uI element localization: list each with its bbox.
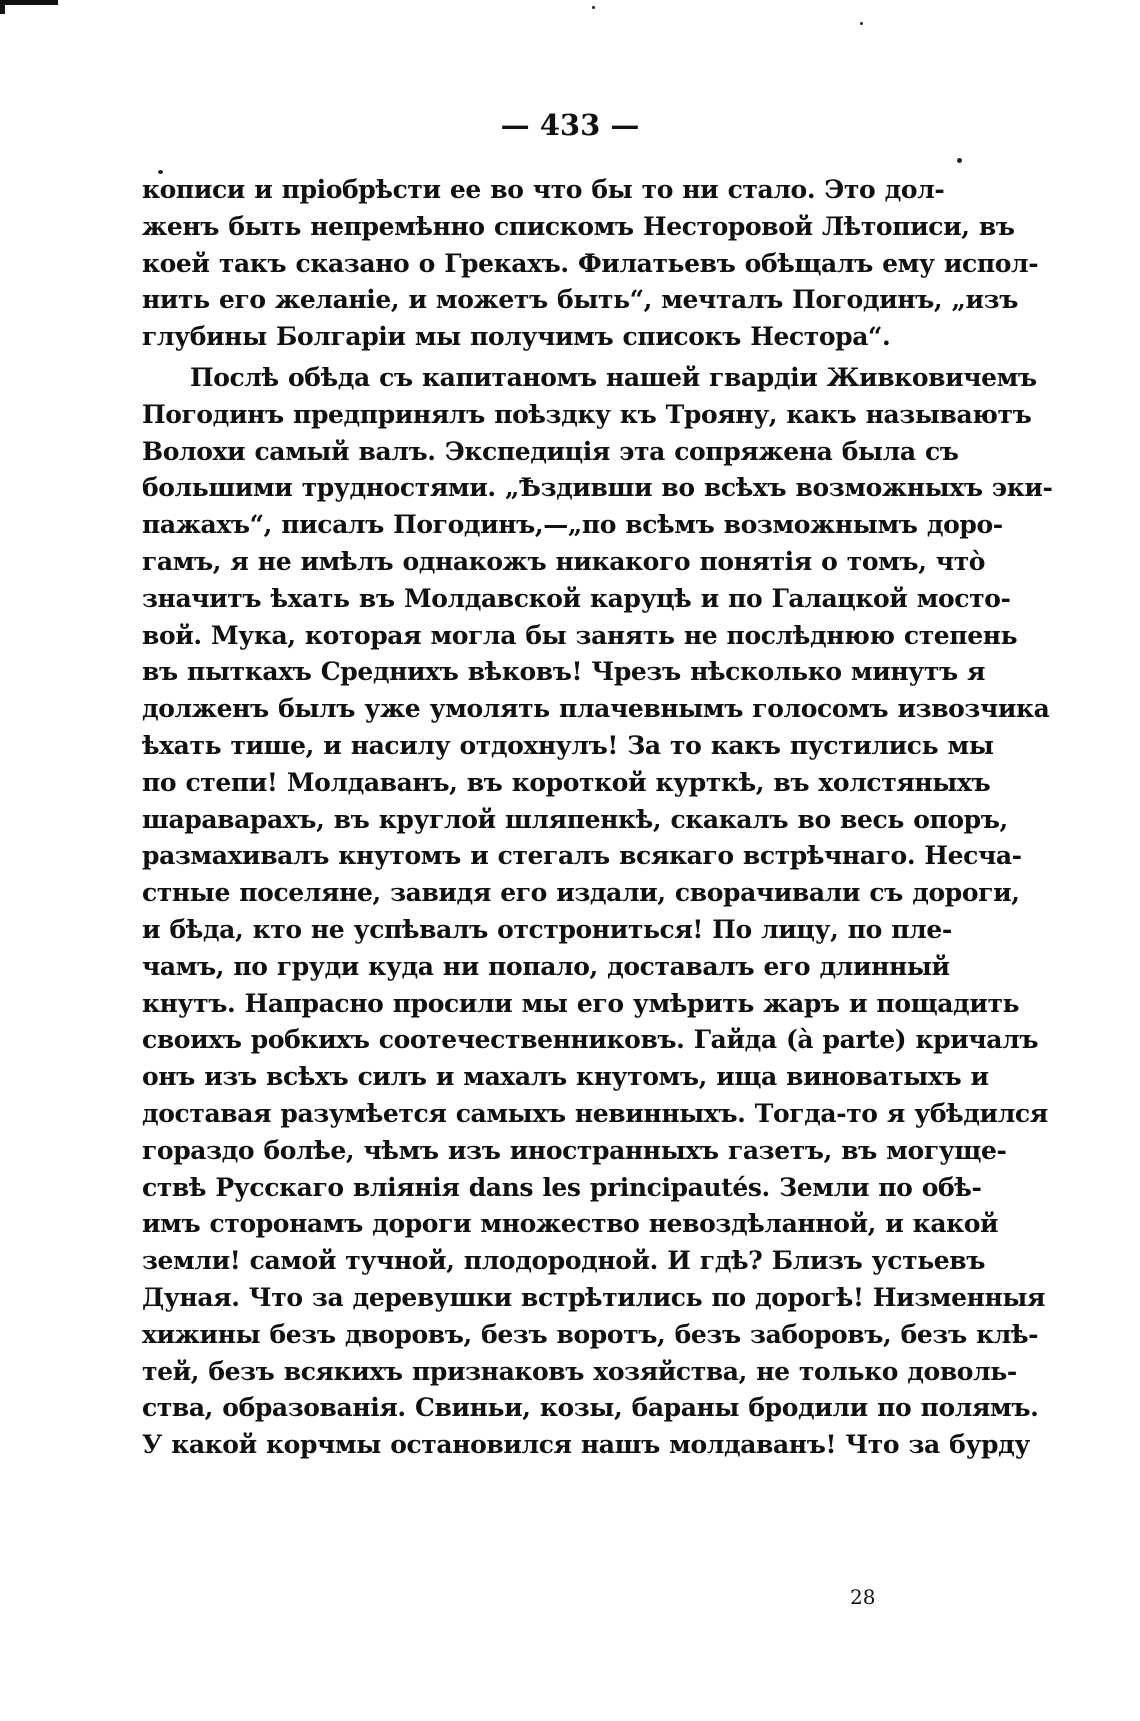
scan-corner-mark bbox=[0, 0, 58, 14]
text-line: пажахъ“, писалъ Погодинъ,—„по всѣмъ возможнымъ доро- bbox=[142, 510, 1003, 540]
text-line: размахивалъ кнутомъ и стегалъ всякаго встрѣчнаго. Несча- bbox=[142, 841, 1022, 871]
text-line: большими трудностями. „Ѣздивши во всѣхъ возможныхъ эки- bbox=[142, 473, 1053, 503]
text-line: по степи! Молдаванъ, въ короткой курткѣ, въ холстяныхъ bbox=[142, 767, 991, 797]
scan-speck bbox=[860, 22, 863, 25]
scan-speck bbox=[592, 6, 595, 9]
paragraph-1 bbox=[142, 172, 1039, 356]
text-line: своихъ робкихъ соотечественниковъ. Гайда (à parte) кричалъ bbox=[142, 1025, 1039, 1055]
text-line: ства, образованія. Свиньи, козы, бараны бродили по полямъ. bbox=[142, 1393, 1039, 1423]
text-line: доставая разумѣется самыхъ невинныхъ. Тогда-то я убѣдился bbox=[142, 1098, 1048, 1128]
text-line: шараварахъ, въ круглой шляпенкѣ, скакалъ во весь опоръ, bbox=[142, 804, 1008, 834]
text-line: У какой корчмы остановился нашъ молдаванъ! Что за бурду bbox=[142, 1430, 1030, 1460]
text-line: тей, безъ всякихъ признаковъ хозяйства, не только доволь- bbox=[142, 1356, 1017, 1386]
text-line: онъ изъ всѣхъ силъ и махалъ кнутомъ, ища виноватыхъ и bbox=[142, 1062, 989, 1092]
text-line: и бѣда, кто не успѣвалъ отстрониться! По лицу, по пле- bbox=[142, 914, 952, 944]
text-line: кнутъ. Напрасно просили мы его умѣрить жаръ и пощадить bbox=[142, 988, 1020, 1018]
text-line: Волохи самый валъ. Экспедиція эта сопряжена была съ bbox=[142, 436, 959, 466]
text-line: коей такъ сказано о Грекахъ. Филатьевъ обѣщалъ ему испол- bbox=[142, 248, 1039, 278]
text-line: Послѣ обѣда съ капитаномъ нашей гвардіи Живковичемъ bbox=[190, 362, 1037, 392]
text-line: нить его желаніе, и можетъ быть“, мечталъ Погодинъ, „изъ bbox=[142, 285, 1018, 315]
text-line: значитъ ѣхать въ Молдавской каруцѣ и по Галацкой мосто- bbox=[142, 583, 1011, 613]
text-line: хижины безъ дворовъ, безъ воротъ, безъ заборовъ, безъ клѣ- bbox=[142, 1319, 1039, 1349]
text-line: имъ сторонамъ дороги множество невоздѣланной, и какой bbox=[142, 1209, 999, 1239]
paragraph-2 bbox=[142, 360, 1053, 1464]
text-line: земли! самой тучной, плодородной. И гдѣ? Близъ устьевъ bbox=[142, 1246, 986, 1276]
text-line: вой. Мука, которая могла бы занять не послѣднюю степень bbox=[142, 620, 1018, 650]
text-line: гораздо болѣе, чѣмъ изъ иностранныхъ газетъ, въ могуще- bbox=[142, 1135, 1007, 1165]
text-line: стные поселяне, завидя его издали, сворачивали съ дороги, bbox=[142, 878, 1020, 908]
text-line: глубины Болгаріи мы получимъ списокъ Нестора“. bbox=[142, 322, 891, 352]
text-line: Погодинъ предпринялъ поѣздку къ Трояну, какъ называютъ bbox=[142, 399, 1032, 429]
text-line: въ пыткахъ Среднихъ вѣковъ! Чрезъ нѣсколько минутъ я bbox=[142, 657, 986, 687]
page-number: — 433 — bbox=[500, 108, 640, 142]
text-line: ствѣ Русскаго вліянія dans les principautés. Земли по обѣ- bbox=[142, 1172, 982, 1202]
text-line: долженъ былъ уже умолять плачевнымъ голосомъ извозчика bbox=[142, 694, 1050, 724]
text-line: женъ быть непремѣнно спискомъ Несторовой Лѣтописи, въ bbox=[142, 211, 1015, 241]
signature-mark: 28 bbox=[850, 1585, 876, 1609]
text-line: ѣхать тише, и насилу отдохнулъ! За то какъ пустились мы bbox=[142, 730, 994, 760]
text-line: кописи и пріобрѣсти ее во что бы то ни стало. Это дол- bbox=[142, 175, 945, 204]
text-line: гамъ, я не имѣлъ однакожъ никакого понятія о томъ, что̀ bbox=[142, 546, 986, 576]
text-line: Дуная. Что за деревушки встрѣтились по дорогѣ! Низменныя bbox=[142, 1282, 1046, 1312]
body-text bbox=[142, 172, 1053, 1464]
text-line: чамъ, по груди куда ни попало, доставалъ его длинный bbox=[142, 951, 950, 981]
scan-speck bbox=[957, 158, 962, 163]
